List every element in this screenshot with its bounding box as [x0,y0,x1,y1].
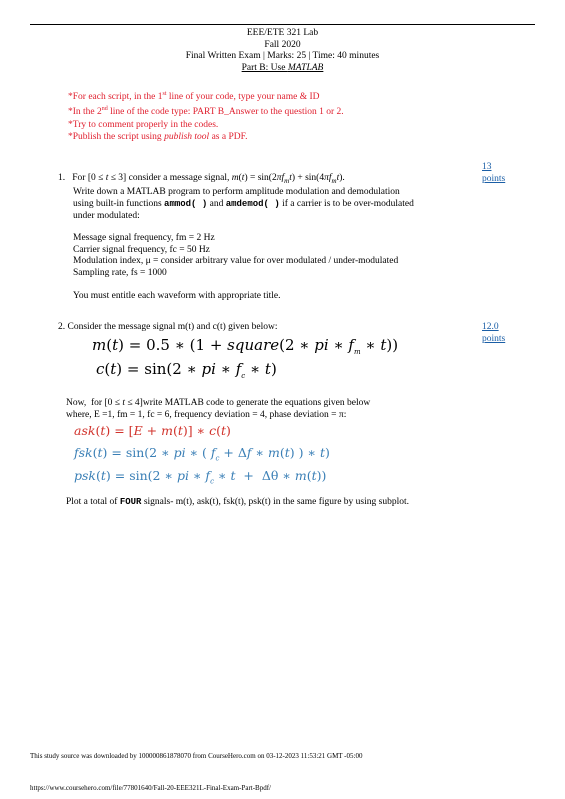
instruction-4: *Publish the script using publish tool as a PDF. [68,131,248,142]
instructions [68,88,344,143]
eq-psk: psk(t) = sin(2 ∗ pi ∗ $f_c$ ∗ t + Δθ ∗ m(t)) [74,468,327,486]
instruction-3: *Try to comment properly in the codes. [68,119,219,130]
q2-now-line-1: Now, for [0 ≤ t ≤ 4]write MATLAB code to generate the equations given below [66,398,371,408]
term: Fall 2020 [264,39,301,50]
q1-body [58,187,478,302]
q1-param-fc: Carrier signal frequency, fc = 50 Hz [73,244,210,255]
amdemod-function: amdemod( ) [225,199,280,210]
instruction-1: *For each script, in the 1st line of your code, type your name & ID [68,91,320,103]
top-rule [30,24,535,25]
q1-line-4: under modulated: [73,210,140,221]
download-notice: This study source was downloaded by 100000861878070 from CourseHero.com on 03-12-2023 11:53:21 GMT -05:00 [30,752,363,760]
eq-ask: ask(t) = [E + m(t)] ∗ c(t) [74,423,231,438]
q1-param-fs: Sampling rate, fs = 1000 [73,268,167,279]
q1-line-1: 1. For [0 ≤ t ≤ 3] consider a message signal, $m(t) = \sin(2\pi f_mt) + \sin(4\pi f_mt)$. [58,173,345,185]
q1-points-link[interactable] [482,162,505,185]
q1-line-2: Write down a MATLAB program to perform amplitude modulation and demodulation [73,187,400,198]
q1-line-3: using built-in functions ammod( ) and amdemod( ) if a carrier is to be over-modulated [73,199,414,210]
source-url[interactable]: https://www.coursehero.com/file/77801640/Fall-20-EEE321L-Final-Exam-Part-Bpdf/ [30,784,271,792]
q1-points-label[interactable]: points [482,173,506,184]
four-keyword: FOUR [119,497,142,507]
q2-points-value[interactable]: 12.0 [482,322,499,332]
q2-points-link[interactable] [482,322,505,345]
exam-header [0,28,565,74]
q2-points-label[interactable]: points [482,333,506,344]
q2-line-1: 2. Consider the message signal m(t) and c(t) given below: [58,322,278,332]
eq-fsk: fsk(t) = sin(2 ∗ pi ∗ ( $f_c + \Delta f$ ∗ m(t) ) ∗ t) [74,445,330,463]
eq-message-signal: m(t) = 0.5 ∗ (1 + square(2 ∗ pi ∗ $f_m$ ∗ t)) [92,336,399,356]
eq-carrier-signal: c(t) = sin(2 ∗ pi ∗ $f_c$ ∗ t) [96,360,277,380]
ammod-function: ammod( ) [164,199,208,210]
q1-note: You must entitle each waveform with appropriate title. [73,290,281,301]
q1-param-fm: Message signal frequency, fm = 2 Hz [73,233,215,244]
course-title: EEE/ETE 321 Lab [246,28,319,38]
q2-instructions [66,398,486,421]
question-1 [58,173,478,302]
exam-info: Final Written Exam | Marks: 25 | Time: 40 minutes [185,51,380,61]
q2-now-line-2: where, E =1, fm = 1, fc = 6, frequency deviation = 4, phase deviation = π: [66,409,347,420]
q1-param-mu: Modulation index, μ = consider arbitrary value for over modulated / under-modulated [73,256,399,267]
instruction-2: *In the 2nd line of the code type: PART B_Answer to the question 1 or 2. [68,106,344,118]
q1-points-value[interactable]: 13 [482,162,492,172]
q2-plot-instruction: Plot a total of FOUR signals- m(t), ask(t), fsk(t), psk(t) in the same figure by using subplot. [66,497,409,507]
part-title: Part B: Use MATLAB [241,62,324,73]
